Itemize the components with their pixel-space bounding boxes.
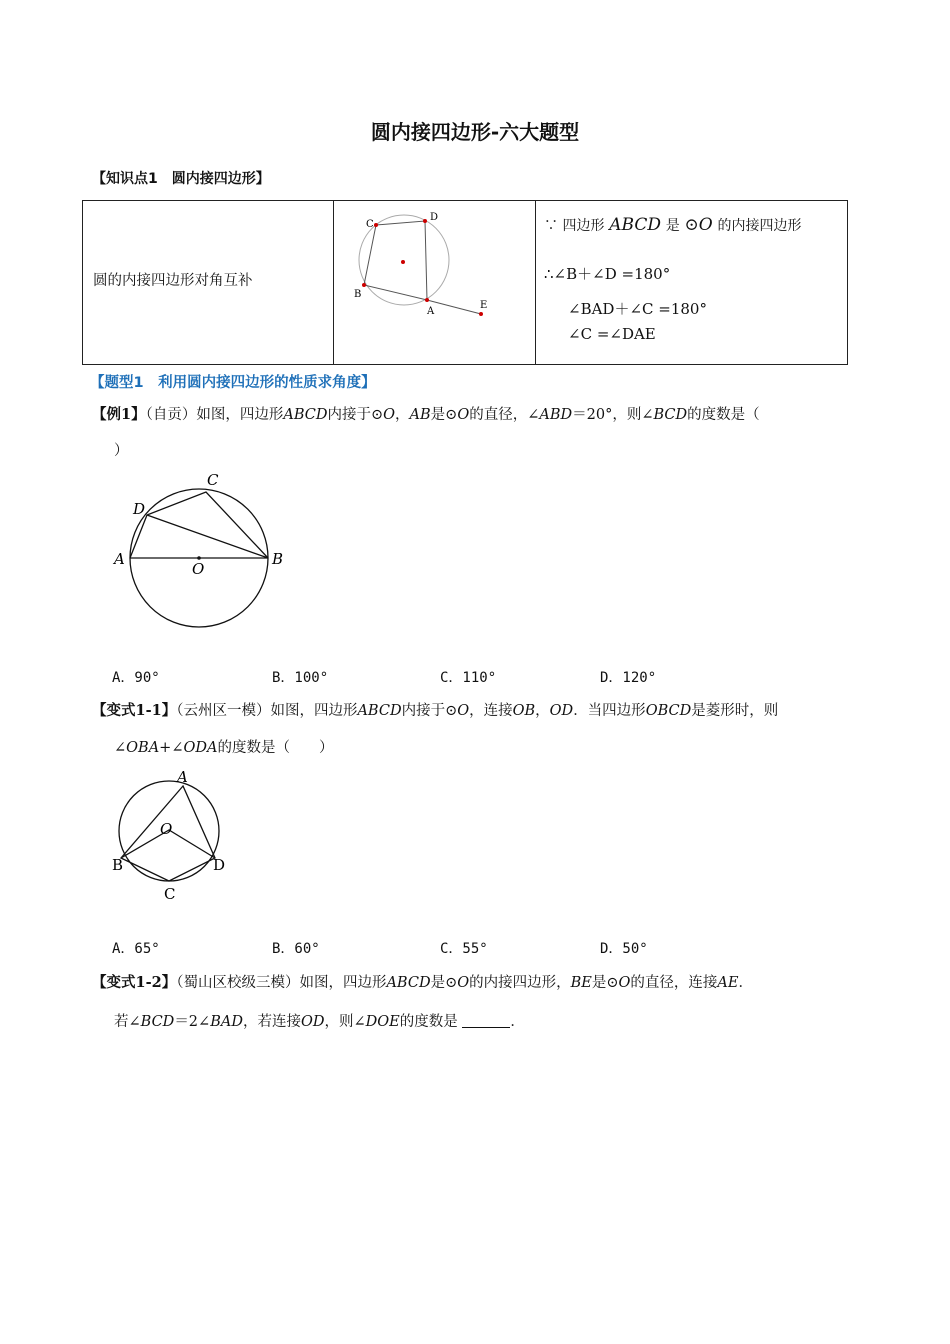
variant-1-1-option-a[interactable]: A．65° (112, 941, 160, 957)
ex1-label-d: D (133, 500, 146, 518)
example-1-option-c[interactable]: C．110° (440, 670, 497, 686)
ex1-label-o: O (192, 560, 205, 578)
example-1-bracket: ） (114, 443, 129, 459)
topic-1-header: 【题型1 利用圆内接四边形的性质求角度】 (90, 375, 376, 391)
answer-blank[interactable] (462, 1013, 510, 1028)
variant-1-1-option-d[interactable]: D．50° (600, 941, 648, 957)
label-c: C (366, 219, 374, 230)
cyclic-quad-diagram (334, 201, 534, 364)
statement-text: 圆的内接四边形对角互补 (93, 273, 253, 289)
proof-line-3: ∠BAD＋∠C =180° (568, 300, 707, 318)
variant-1-2-question: 【变式1-2】（蜀山区校级三模）如图，四边形ABCD是⊙O的内接四边形，BE是⊙O的直径，连接AE． (92, 974, 753, 991)
label-b: B (354, 289, 362, 300)
label-a: A (427, 306, 435, 317)
example-1-option-b[interactable]: B．100° (272, 670, 329, 686)
variant-1-1-figure (108, 766, 238, 906)
ex1-label-a: A (114, 550, 125, 568)
v11-label-c: C (164, 885, 176, 903)
ex1-label-c: C (207, 471, 219, 489)
example-1-option-d[interactable]: D．120° (600, 670, 657, 686)
ex1-label-b: B (272, 550, 284, 568)
variant-1-2-question-cont: 若∠BCD＝2∠BAD，若连接OD，则∠DOE的度数是 ． (114, 1014, 525, 1030)
variant-1-1-question-cont: ∠OBA+∠ODA的度数是（ ） (114, 740, 334, 756)
variant-1-1-option-b[interactable]: B．60° (272, 941, 320, 957)
knowledge-point-header: 【知识点1 圆内接四边形】 (92, 171, 270, 187)
proof-line-2: ∴∠B＋∠D =180° (544, 265, 671, 283)
variant-1-1-tag: 【变式1-1】 (92, 702, 177, 719)
v11-label-a: A (177, 768, 188, 786)
variant-1-1-option-c[interactable]: C．55° (440, 941, 488, 957)
variant-1-1-question: 【变式1-1】（云州区一模）如图，四边形ABCD内接于⊙O，连接OB，OD．当四边形OBCD是菱形时，则 (92, 702, 779, 719)
proof-line-4: ∠C =∠DAE (568, 325, 656, 343)
proof-line-1: ∵ 四边形 ABCD 是 ⊙O 的内接四边形 (544, 215, 802, 235)
proof-cell (536, 201, 847, 364)
label-d: D (430, 212, 439, 223)
knowledge-table (82, 200, 848, 365)
diagram-cell (334, 201, 536, 364)
variant-1-2-tag: 【变式1-2】 (92, 974, 177, 991)
page-title: 圆内接四边形-六大题型 (370, 120, 580, 144)
v11-label-b: B (112, 856, 124, 874)
label-e: E (480, 300, 488, 311)
example-1-option-a[interactable]: A．90° (112, 670, 160, 686)
v11-label-d: D (213, 856, 226, 874)
example-1-tag: 【例1】 (92, 406, 146, 423)
example-1-question: 【例1】（自贡）如图，四边形ABCD内接于⊙O，AB是⊙O的直径，∠ABD＝20°，则∠BCD的度数是（ (92, 406, 760, 423)
v11-label-o: O (160, 820, 173, 838)
statement-cell (83, 201, 334, 364)
example-1-figure (108, 468, 298, 643)
